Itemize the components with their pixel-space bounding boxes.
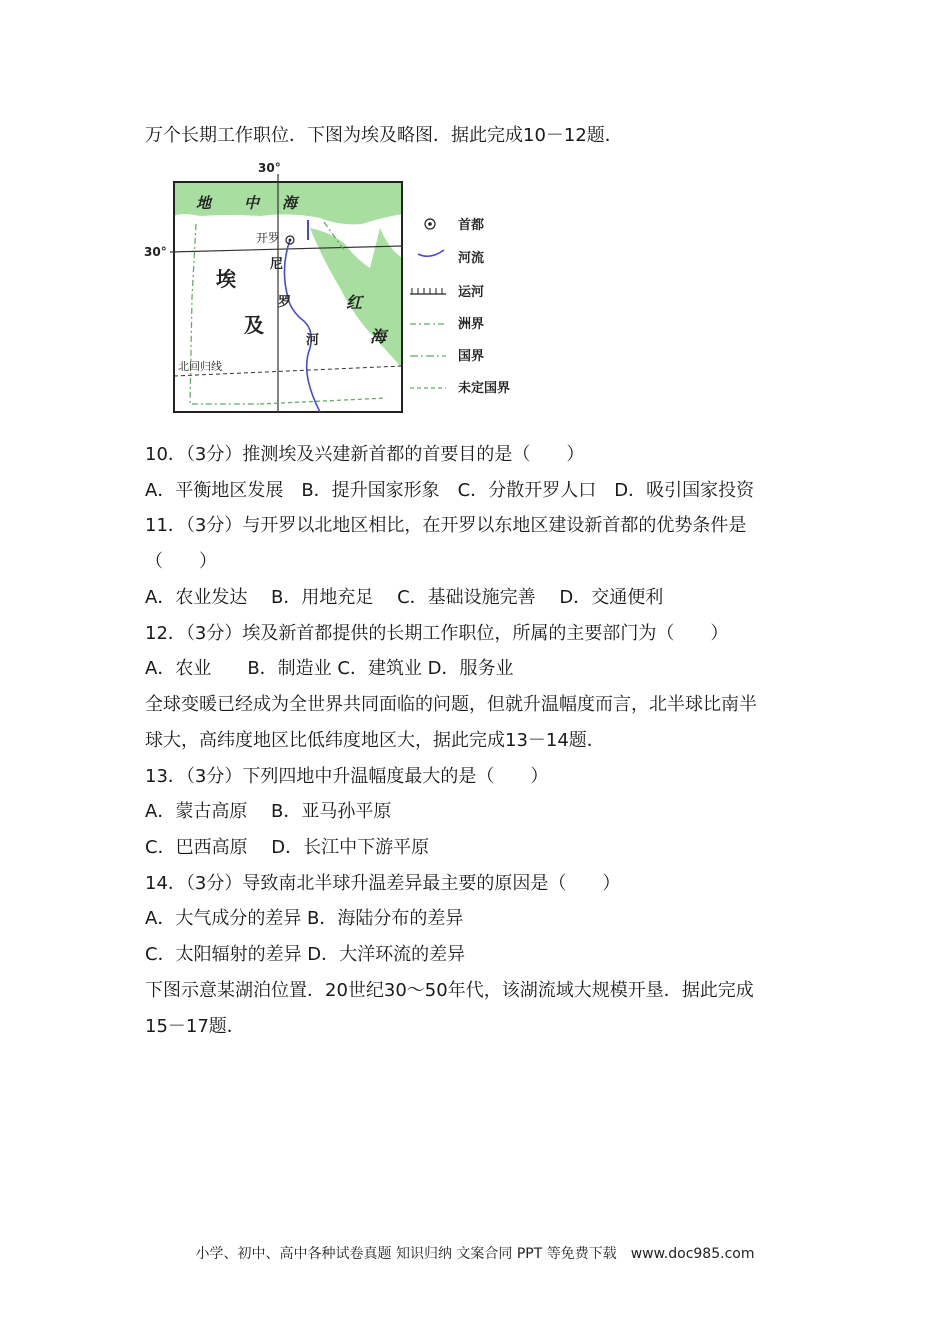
svg-text:红: 红 (346, 293, 363, 312)
svg-text:运河: 运河 (458, 285, 485, 300)
passage2-line-2: 15－17题． (145, 1016, 245, 1037)
q13-options-1: A．蒙古高原 B．亚马孙平原 (145, 801, 392, 822)
svg-text:罗: 罗 (278, 295, 292, 310)
svg-text:尼: 尼 (270, 257, 284, 272)
nile-river (284, 240, 320, 412)
page-footer: 小学、初中、高中各种试卷真题 知识归纳 文案合同 PPT 等免费下载 www.doc985.com (195, 1246, 755, 1262)
svg-text:海: 海 (370, 327, 387, 346)
q10-options: A．平衡地区发展 B．提升国家形象 C．分散开罗人口 D．吸引国家投资 (145, 480, 755, 501)
cairo-label: 开罗 (256, 231, 281, 245)
boundary-south (260, 398, 386, 404)
q14-options-2: C．太阳辐射的差异 D．大洋环流的差异 (145, 944, 466, 965)
q14-stem: 14．（3分）导致南北半球升温差异最主要的原因是（ ） (145, 873, 621, 894)
svg-text:埃: 埃 (216, 267, 236, 291)
passage-line-2: 球大，高纬度地区比低纬度地区大，据此完成13－14题． (145, 730, 605, 751)
svg-text:海: 海 (282, 194, 298, 212)
map-legend (410, 217, 510, 396)
q11-stem-cont: （ ） (145, 551, 217, 572)
lat-label-left: 30° (144, 245, 167, 259)
lat-label-top: 30° (258, 161, 281, 175)
passage2-line-1: 下图示意某湖泊位置．20世纪30～50年代，该湖流域大规模开垦．据此完成 (145, 980, 754, 1001)
svg-text:及: 及 (244, 313, 264, 337)
q12-stem: 12．（3分）埃及新首都提供的长期工作职位，所属的主要部门为（ ） (145, 623, 729, 644)
q14-options-1: A．大气成分的差异 B．海陆分布的差异 (145, 908, 464, 929)
svg-text:河: 河 (306, 333, 320, 348)
svg-text:国界: 国界 (458, 349, 485, 364)
passage-line-1: 全球变暖已经成为全世界共同面临的问题，但就升温幅度而言，北半球比南半 (145, 694, 757, 715)
intro-line: 万个长期工作职位．下图为埃及略图．据此完成10－12题． (145, 125, 623, 146)
svg-text:未定国界: 未定国界 (458, 381, 511, 396)
q11-stem: 11．（3分）与开罗以北地区相比，在开罗以东地区建设新首都的优势条件是 (145, 515, 747, 536)
tropic-label: 北回归线 (178, 360, 222, 373)
q10-stem: 10．（3分）推测埃及兴建新首都的首要目的是（ ） (145, 444, 585, 465)
egypt-map (140, 158, 540, 420)
svg-text:河流: 河流 (458, 251, 485, 266)
q11-options: A．农业发达 B．用地充足 C．基础设施完善 D．交通便利 (145, 587, 664, 608)
q13-options-2: C．巴西高原 D．长江中下游平原 (145, 837, 430, 858)
svg-text:中: 中 (244, 194, 260, 212)
q13-stem: 13．（3分）下列四地中升温幅度最大的是（ ） (145, 766, 549, 787)
q12-options: A．农业 B．制造业 C．建筑业 D．服务业 (145, 658, 514, 679)
svg-text:洲界: 洲界 (458, 317, 485, 332)
svg-text:首都: 首都 (458, 218, 485, 233)
svg-text:地: 地 (196, 194, 212, 212)
